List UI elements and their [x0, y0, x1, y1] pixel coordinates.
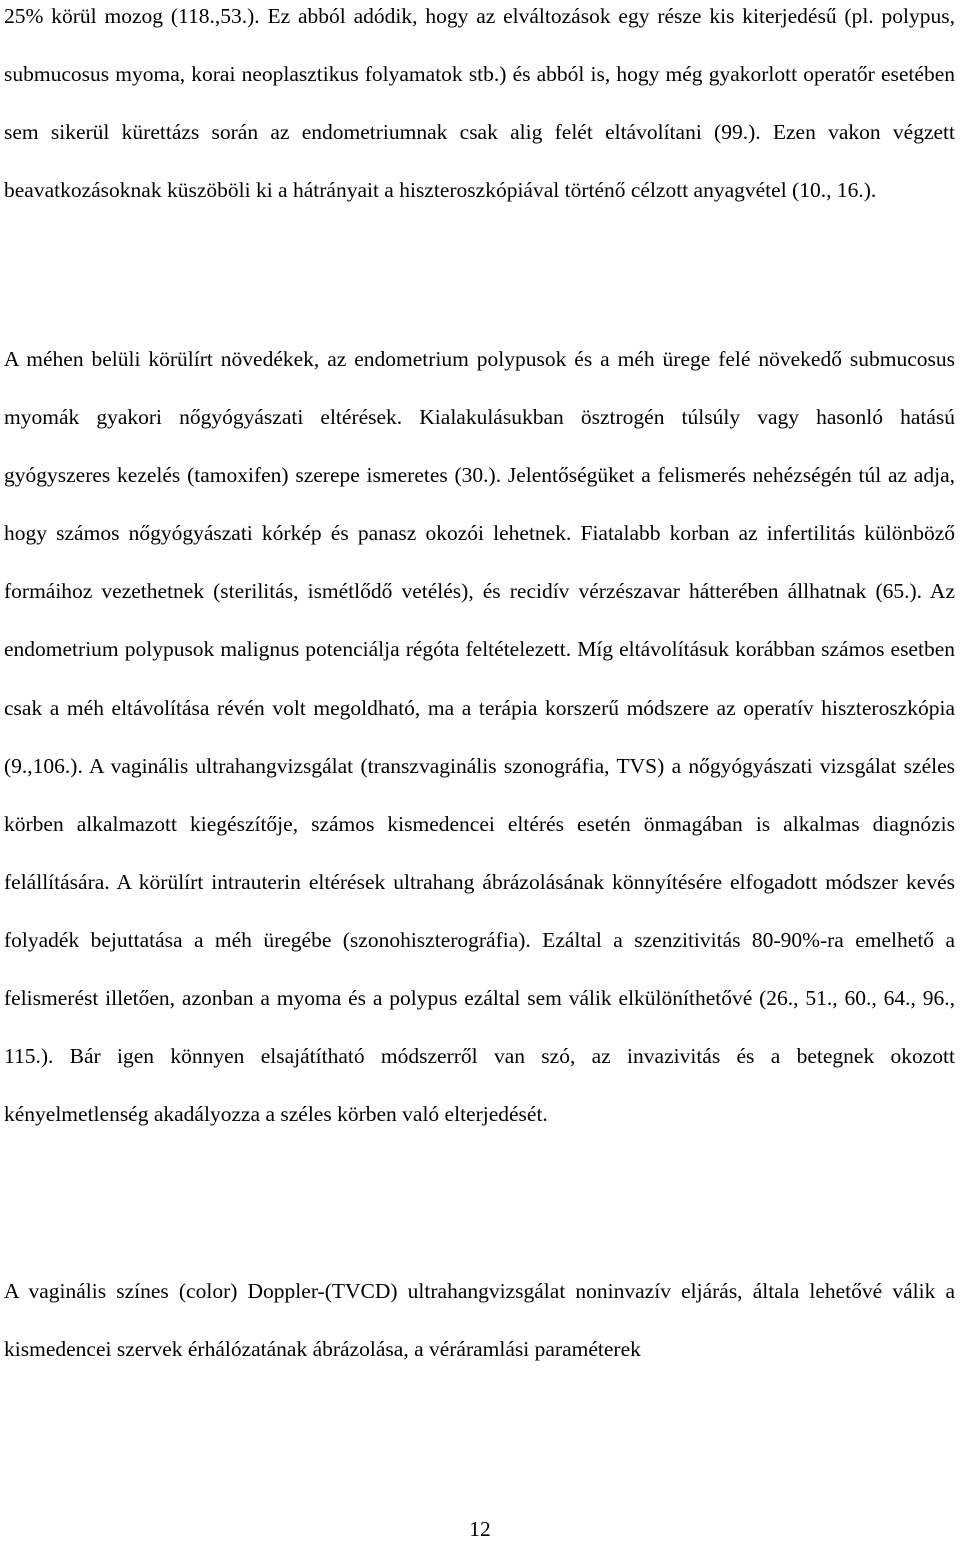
- page-number: 12: [469, 1517, 491, 1541]
- body-paragraph-3: A vaginális színes (color) Doppler-(TVCD) ultrahangvizsgálat noninvazív eljárás, általa lehetővé válik a kismedencei szervek érhálózatának ábrázolása, a véráramlási paraméterek: [4, 1279, 955, 1362]
- body-paragraph-2: A méhen belüli körülírt növedékek, az endometrium polypusok és a méh ürege felé növekedő submucosus myomák gyakori nőgyógyászati eltérések. Kialakulásukban ösztrogén túlsúly vagy hasonló hatású gyógyszeres kezelés (tamoxifen) szerepe ismeretes (30.). Jelentőségüket a felismerés nehézségén túl az adja, hogy számos nőgyógyászati kórkép és panasz okozói lehetnek. Fiatalabb korban az infertilitás különböző formáihoz vezethetnek (sterilitás, ismétlődő vetélés), és recidív vérzészavar hátterében állhatnak (65.). Az endometrium polypusok malignus potenciálja régóta feltételezett. Míg eltávolításuk korábban számos esetben csak a méh eltávolítása révén volt megoldható, ma a terápia korszerű módszere az operatív hiszteroszkópia (9.,106.). A vaginális ultrahangvizsgálat (transzvaginális szonográfia, TVS) a nőgyógyászati vizsgálat széles körben alkalmazott kiegészítője, számos kismedencei eltérés esetén önmagában is alkalmas diagnózis felállítására. A körülírt intrauterin eltérések ultrahang ábrázolásának könnyítésére elfogadott módszer kevés folyadék bejuttatása a méh üregébe (szonohiszterográfia). Ezáltal a szenzitivitás 80-90%-ra emelhető a felismerést illetően, azonban a myoma és a polypus ezáltal sem válik elkülöníthetővé (26., 51., 60., 64., 96., 115.). Bár igen könnyen elsajátítható módszerről van szó, az invazivitás és a betegnek okozott kényelmetlenség akadályozza a széles körben való elterjedését.: [4, 347, 955, 1127]
- body-paragraph-1: 25% körül mozog (118.,53.). Ez abból adódik, hogy az elváltozások egy része kis kiterjedésű (pl. polypus, submucosus myoma, korai neoplasztikus folyamatok stb.) és abból is, hogy még gyakorlott operatőr esetében sem sikerül kürettázs során az endometriumnak csak alig felét eltávolítani (99.). Ezen vakon végzett beavatkozásoknak küszöböli ki a hátrányait a hiszteroszkópiával történő célzott anyagvétel (10., 16.).: [4, 4, 955, 203]
